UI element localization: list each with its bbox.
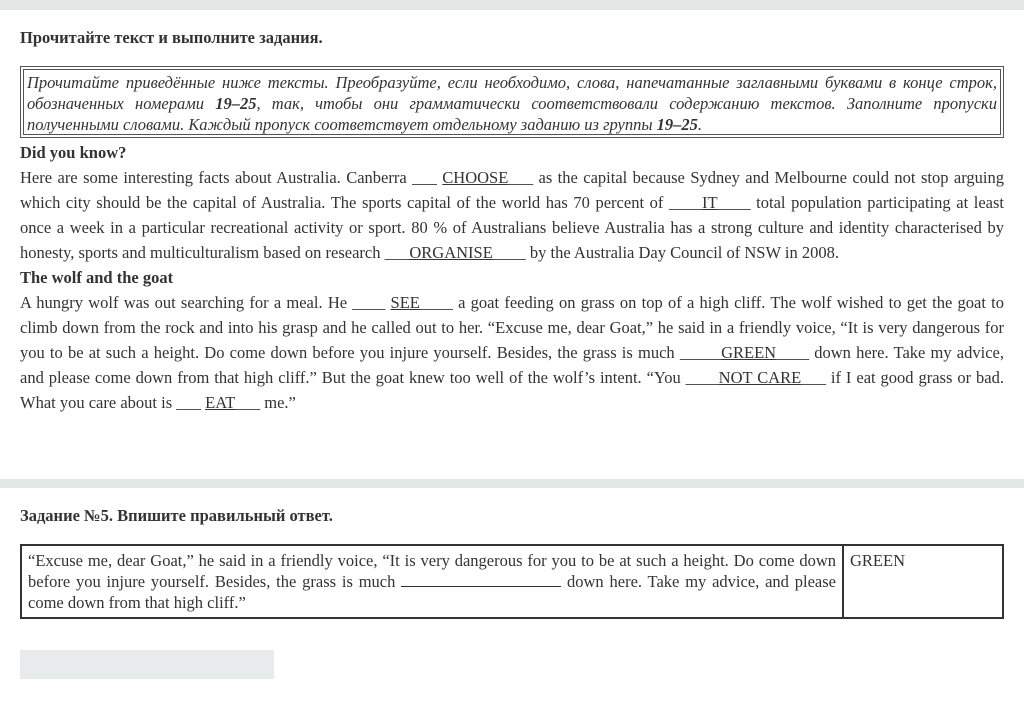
text-fragment: ____ total population participating at least once a week in a particular recreational activity or sport. 80 % of Australians believe Australia has a strong culture and identity characterised by honesty, sports and multiculturalism based on research ___ (20, 193, 1005, 262)
task-answer: GREEN (843, 545, 1003, 618)
gap-word: EAT (205, 393, 236, 412)
text2-paragraph (20, 290, 1004, 415)
reading-text (20, 140, 1004, 415)
instructions-part: . (697, 115, 703, 134)
instructions-part: , так, чтобы они грамматически соответствовали содержанию текстов. Заполните пропуски полученными словами. Каждый пропуск соответствует отдельному заданию из группы (27, 94, 998, 134)
text-fragment: Here are some interesting facts about Australia. Canberra ___ (20, 168, 443, 187)
text2-title: The wolf and the goat (20, 268, 174, 287)
gap-word: CHOOSE (442, 168, 509, 187)
text1-paragraph (20, 165, 1004, 265)
task-range: 19–25 (215, 94, 257, 113)
instructions-box (20, 66, 1004, 138)
task-row (21, 545, 1003, 618)
gap-word: GREEN (721, 343, 777, 362)
text-fragment: ____ by the Australia Day Council of NSW in 2008. (492, 243, 839, 262)
text-fragment: ____ a goat feeding on grass on top of a high cliff. The wolf wished to get the goat to climb down from the rock and into his grasp and he called out to her. “Excuse me, dear Goat,” he said in a friendly voice, “It is very dangerous for you to be at such a height. Do come down before you injure yourself. Besides, the grass is much _____ (20, 293, 1005, 362)
answer-blank (401, 572, 561, 587)
gap-word: IT (701, 193, 718, 212)
text-fragment: ___ me.” (235, 393, 296, 412)
gap-word: SEE (390, 293, 420, 312)
task-question (21, 545, 843, 618)
instructions-part: Прочитайте приведённые ниже тексты. Преобразуйте, если необходимо, слова, напечатанные заглавными буквами в конце строк, обозначенных номерами (27, 73, 997, 113)
text-fragment: A hungry wolf was out searching for a meal. He ____ (20, 293, 391, 312)
question-part: down here. Take my advice, and please come down from that high cliff.” (28, 572, 836, 612)
instructions-text (23, 69, 1001, 135)
text-fragment: ____ down here. Take my advice, and please come down from that high cliff.” But the goat knew too well of the wolf’s intent. “You ____ (20, 343, 1004, 387)
text-fragment: ___ if I eat good grass or bad. What you care about is ___ (20, 368, 1004, 412)
answer-input[interactable] (20, 650, 274, 679)
gap-word: ORGANISE (409, 243, 493, 262)
text1-title: Did you know? (20, 143, 127, 162)
task-title: Задание №5. Впишите правильный ответ. (20, 506, 333, 525)
task-range: 19–25 (656, 115, 698, 134)
task-table (20, 544, 1004, 619)
text-fragment: ___ as the capital because Sydney and Melbourne could not stop arguing which city should be the capital of Australia. The sports capital of the world has 70 percent of ____ (20, 168, 1004, 212)
section-divider-strip (0, 479, 1024, 488)
gap-word: NOT CARE (718, 368, 802, 387)
top-divider-strip (0, 0, 1024, 10)
page-title: Прочитайте текст и выполните задания. (20, 28, 323, 47)
question-part: “Excuse me, dear Goat,” he said in a friendly voice, “It is very dangerous for you to be at such a height. Do come down before you injure yourself. Besides, the grass is much (28, 551, 836, 591)
